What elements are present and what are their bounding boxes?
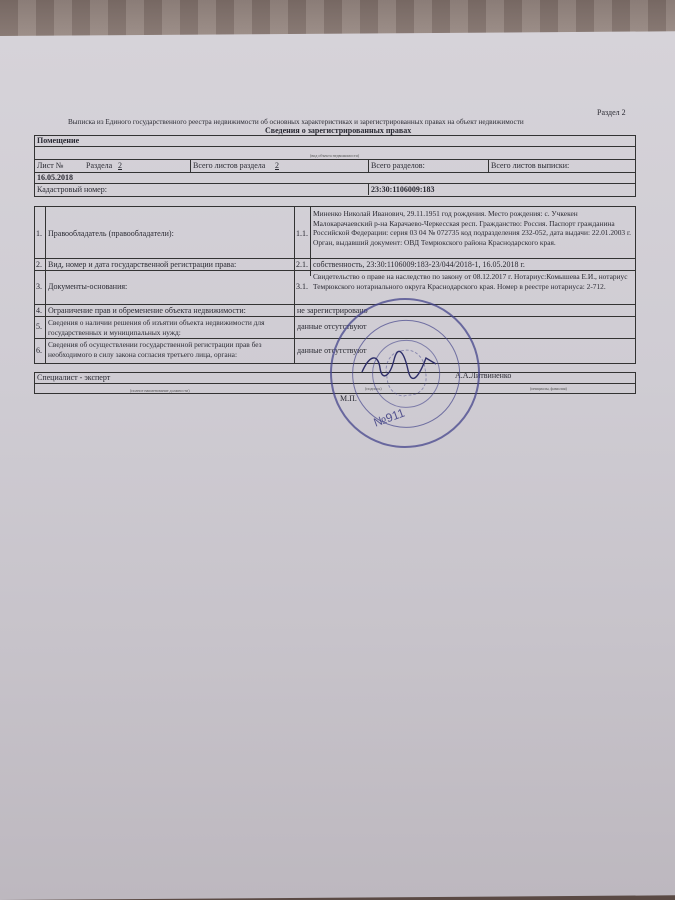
row-number: 1. xyxy=(36,229,42,238)
row-subnumber: 1.1. xyxy=(296,229,308,238)
divider xyxy=(34,304,635,305)
row-value: не зарегистрировано xyxy=(297,306,368,315)
sign-caption: (подпись) xyxy=(365,386,382,391)
sheet-label: Лист № xyxy=(37,161,64,170)
row-label: Сведения о наличии решения об изъятии объекта недвижимости для государственных и муниципальных нужд: xyxy=(48,318,265,337)
divider xyxy=(34,146,635,147)
object-type-caption: (вид объекта недвижимости) xyxy=(310,153,360,158)
document-title: Выписка из Единого государственного реестра недвижимости об основных характеристиках и зарегистрированных правах на объект недвижимости xyxy=(68,118,524,126)
extract-date: 16.05.2018 xyxy=(37,173,73,182)
row-number: 2. xyxy=(36,260,42,269)
row-number: 4. xyxy=(36,306,42,315)
row-value: данные отсутствуют xyxy=(297,346,367,355)
total-extract-label: Всего листов выписки: xyxy=(491,161,570,170)
object-type: Помещение xyxy=(37,136,80,145)
section-label: Раздел 2 xyxy=(597,108,626,117)
sheet-section-label: Раздела xyxy=(86,161,113,170)
row-subnumber: 2.1. xyxy=(296,260,308,269)
divider xyxy=(34,159,635,160)
stamp-number: №911 xyxy=(371,405,407,430)
cadastral-label: Кадастровый номер: xyxy=(37,185,107,194)
cadastral-value: 23:30:1106009:183 xyxy=(371,185,435,194)
divider xyxy=(368,159,369,172)
handwritten-signature xyxy=(360,350,440,380)
sheet-section-num: 2 xyxy=(118,161,122,170)
row-label: Документы-основания: xyxy=(48,282,128,291)
divider xyxy=(34,316,635,317)
divider xyxy=(488,159,489,172)
divider xyxy=(34,258,635,259)
divider xyxy=(34,183,635,184)
divider xyxy=(310,206,311,276)
row-number: 3. xyxy=(36,282,42,291)
divider xyxy=(190,159,191,172)
position-caption: (полное наименование должности) xyxy=(130,388,190,393)
divider xyxy=(34,172,635,173)
divider xyxy=(368,183,369,195)
divider xyxy=(294,206,295,363)
row-number: 6. xyxy=(36,346,42,355)
signer-name: А.А.Литвиненко xyxy=(455,371,512,380)
row-subnumber: 3.1. xyxy=(296,282,308,291)
row-value: Свидетельство о праве на наследство по закону от 08.12.2017 г. Нотариус:Комышева Е.И., нотариус Темрюкского нотариального округа Краснодарского края. Номер в реестре нотариуса: 2-712. xyxy=(313,272,628,291)
total-sections-label: Всего разделов: xyxy=(371,161,425,170)
total-sheets-value: 2 xyxy=(275,161,279,170)
row-value: данные отсутствуют xyxy=(297,322,367,331)
divider xyxy=(45,206,46,363)
row-value: собственность, 23:30:1106009:183-23/044/2018-1, 16.05.2018 г. xyxy=(313,260,525,269)
name-caption: (инициалы, фамилия) xyxy=(530,386,567,391)
stamp-place-label: М.П. xyxy=(340,394,357,403)
row-label: Сведения об осуществлении государственной регистрации прав без необходимого в силу закона согласия третьего лица, органа: xyxy=(48,340,262,359)
row-label: Ограничение прав и обременение объекта недвижимости: xyxy=(48,306,246,315)
divider xyxy=(34,270,635,271)
document-subtitle: Сведения о зарегистрированных правах xyxy=(265,126,412,135)
signer-position: Специалист - эксперт xyxy=(37,373,111,382)
row-label: Вид, номер и дата государственной регистрации права: xyxy=(48,260,237,269)
divider xyxy=(34,338,635,339)
total-sheets-label: Всего листов раздела xyxy=(193,161,266,170)
row-number: 5. xyxy=(36,322,42,331)
row-value: Миненко Николай Иванович, 29.11.1951 год рождения. Место рождения: с. Учкекен Малокарачаевский р-на Карачаево-Черкесская респ. Гражданство: Россия. Паспорт гражданина Российской Федерации: серия 03 04 № 072735 код подразделения 232-052, дата выдачи: 22.01.2003 г. Орган, выдавший документ: ОВД Темрюкского района Краснодарского края. xyxy=(313,209,631,247)
row-label: Правообладатель (правообладатели): xyxy=(48,229,174,238)
